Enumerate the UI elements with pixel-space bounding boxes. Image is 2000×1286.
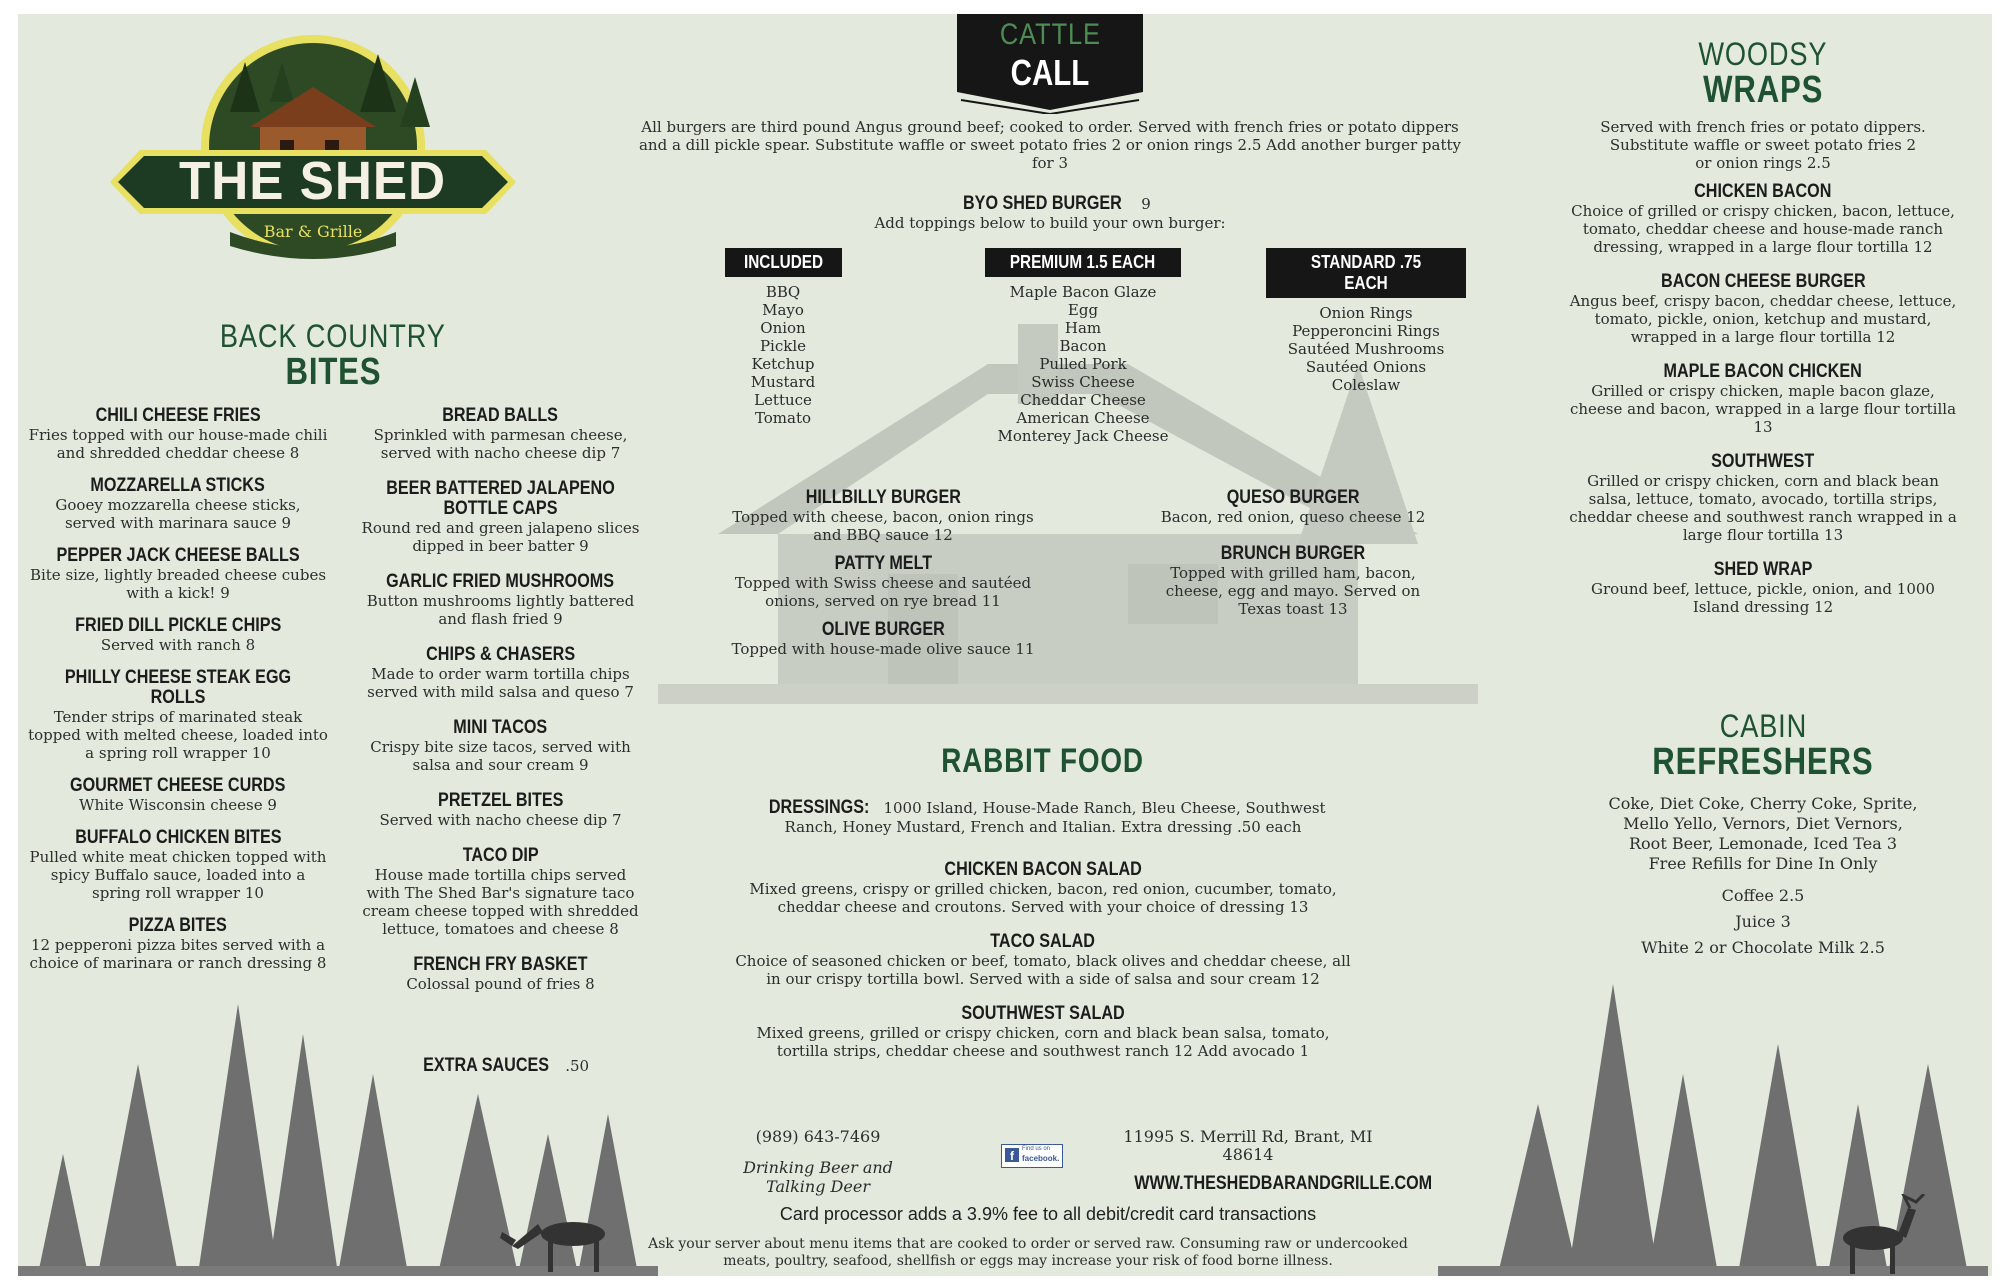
topping-item: Coleslaw <box>1331 376 1401 394</box>
menu-item-name: PHILLY CHEESE STEAK EGG ROLLS <box>64 667 292 708</box>
refills-note: Free Refills for Dine In Only <box>1648 854 1878 873</box>
cattle-title-bottom: CALL <box>1010 52 1090 93</box>
menu-item-name: TACO SALAD <box>990 931 1096 952</box>
menu-item-name: CHICKEN BACON <box>1694 181 1832 202</box>
menu-item <box>28 668 328 762</box>
premium-label: PREMIUM 1.5 EACH <box>1010 252 1156 272</box>
menu-item-name: SHED WRAP <box>1713 559 1813 580</box>
topping-item: Mayo <box>762 301 804 319</box>
menu-item-description: Choice of grilled or crispy chicken, bacon, lettuce, tomato, cheddar cheese and house-made ranch dressing, wrapped in a large flour tortilla 12 <box>1571 202 1955 256</box>
facebook-line1: Find us on <box>1022 1146 1051 1152</box>
topping-item: Monterey Jack Cheese <box>997 427 1169 445</box>
dressings-text: 1000 Island, House-Made Ranch, Bleu Cheese, Southwest Ranch, Honey Mustard, French and Italian. Extra dressing .50 each <box>784 799 1326 836</box>
menu-item <box>358 791 643 829</box>
topping-item: Ham <box>1064 319 1102 337</box>
topping-item: Sautéed Onions <box>1305 358 1427 376</box>
topping-item: Onion <box>760 319 806 337</box>
topping-item: Ketchup <box>751 355 815 373</box>
drinks-list <box>1608 794 1918 964</box>
facebook-line2: facebook. <box>1022 1154 1060 1163</box>
website-link[interactable]: WWW.THESHEDBARANDGRILLE.COM <box>1134 1173 1433 1194</box>
facebook-badge[interactable] <box>1001 1144 1063 1168</box>
menu-item-name: MINI TACOS <box>453 717 548 738</box>
menu-item <box>28 916 328 972</box>
menu-item-name: PIZZA BITES <box>128 915 228 936</box>
topping-item: Cheddar Cheese <box>1020 391 1146 409</box>
menu-item <box>718 620 1048 658</box>
topping-item: Tomato <box>754 409 812 427</box>
standard-column <box>1266 248 1466 394</box>
menu-item <box>358 479 643 555</box>
wraps-title-top: WOODSY <box>1698 36 1828 72</box>
menu-item-name: BEER BATTERED JALAPENO BOTTLE CAPS <box>386 478 615 519</box>
extra-sauces-price: .50 <box>565 1057 590 1075</box>
menu-item <box>358 846 643 938</box>
menu-item-description: House made tortilla chips served with The Shed Bar's signature taco cream cheese topped with shredded lettuce, tomatoes and cheese 8 <box>362 866 639 938</box>
menu-item-description: Bite size, lightly breaded cheese cubes with a kick! 9 <box>29 566 327 602</box>
bites-title-bottom: BITES <box>285 351 381 393</box>
burgers-left-column <box>718 488 1048 668</box>
menu-item-description: Made to order warm tortilla chips served with mild salsa and queso 7 <box>367 665 634 701</box>
menu-item-name: PEPPER JACK CHEESE BALLS <box>56 545 300 566</box>
menu-item-description: Topped with grilled ham, bacon, cheese, egg and mayo. Served on Texas toast 13 <box>1165 564 1421 618</box>
bites-title-top: BACK COUNTRY <box>220 318 446 354</box>
menu-item-name: SOUTHWEST <box>1711 451 1815 472</box>
bites-left-column <box>28 406 328 986</box>
menu-item-description: Tender strips of marinated steak topped with melted cheese, loaded into a spring roll wrapper 10 <box>28 708 328 762</box>
menu-item <box>358 406 643 462</box>
menu-item-description: Topped with Swiss cheese and sautéed onions, served on rye bread 11 <box>734 574 1032 610</box>
phone: (989) 643-7469 <box>755 1127 881 1146</box>
tagline: Drinking Beer and Talking Deer <box>743 1158 893 1196</box>
menu-item-description: Bacon, red onion, queso cheese 12 <box>1160 508 1426 526</box>
topping-item: Egg <box>1067 301 1099 319</box>
menu-item <box>730 932 1356 988</box>
menu-item-description: Pulled white meat chicken topped with spicy Buffalo sauce, loaded into a spring roll wrapper 10 <box>29 848 327 902</box>
wraps-intro: Served with french fries or potato dippers. Substitute waffle or sweet potato fries 2 or onion rings 2.5 <box>1600 118 1926 172</box>
menu-item-name: TACO DIP <box>462 845 539 866</box>
menu-item <box>358 572 643 628</box>
menu-item-description: Sprinkled with parmesan cheese, served with nacho cheese dip 7 <box>373 426 628 462</box>
menu-item-description: Colossal pound of fries 8 <box>406 975 595 993</box>
menu-item-name: BACON CHEESE BURGER <box>1660 271 1866 292</box>
logo-name: THE SHED <box>179 151 447 211</box>
dressings-label: DRESSINGS: <box>769 797 870 818</box>
topping-item: Sautéed Mushrooms <box>1287 340 1445 358</box>
drinks-title-bottom: REFRESHERS <box>1652 741 1874 783</box>
topping-item: Lettuce <box>754 391 812 409</box>
burgers-right-column <box>1148 488 1438 636</box>
menu-item <box>358 645 643 701</box>
menu-item-description: Round red and green jalapeno slices dipped in beer batter 9 <box>361 519 640 555</box>
menu-item-description: Topped with house-made olive sauce 11 <box>731 640 1035 658</box>
menu-item <box>1148 488 1438 526</box>
menu-item-description: Grilled or crispy chicken, maple bacon glaze, cheese and bacon, wrapped in a large flour tortilla 13 <box>1569 382 1957 436</box>
menu-item <box>1568 272 1958 346</box>
menu-item-description: Angus beef, crispy bacon, cheddar cheese, lettuce, tomato, pickle, onion, ketchup and mustard, wrapped in a large flour tortilla 12 <box>1569 292 1957 346</box>
byo-desc: Add toppings below to build your own burger: <box>874 214 1226 232</box>
menu-item <box>1568 452 1958 544</box>
byo-burger <box>830 194 1270 232</box>
included-column <box>708 248 858 427</box>
menu-item-name: OLIVE BURGER <box>821 619 945 640</box>
menu-item <box>1148 544 1438 618</box>
menu-item-description: Fries topped with our house-made chili and shredded cheddar cheese 8 <box>28 426 328 462</box>
menu-item-name: BUFFALO CHICKEN BITES <box>74 827 282 848</box>
rabbit-title: RABBIT FOOD <box>941 742 1145 780</box>
wraps-column <box>1568 182 1958 632</box>
facebook-icon: f <box>1005 1148 1019 1162</box>
topping-item: BBQ <box>765 283 801 301</box>
menu-item-description: Served with nacho cheese dip 7 <box>379 811 622 829</box>
drink-item: Juice 3 <box>1735 912 1791 931</box>
topping-item: Bacon <box>1059 337 1107 355</box>
menu-item <box>718 554 1048 610</box>
menu-item <box>730 860 1356 916</box>
topping-item: Maple Bacon Glaze <box>1009 283 1157 301</box>
card-fee-text: Card processor adds a 3.9% fee to all debit/credit card transactions <box>779 1204 1317 1224</box>
topping-item: Pulled Pork <box>1039 355 1127 373</box>
menu-item-description: Served with ranch 8 <box>100 636 256 654</box>
menu-item <box>28 546 328 602</box>
logo-subtitle: Bar & Grille <box>263 222 363 241</box>
menu-item-name: FRIED DILL PICKLE CHIPS <box>74 615 282 636</box>
menu-item-description: Grilled or crispy chicken, corn and black bean salsa, lettuce, tomato, avocado, tortilla strips, cheddar cheese and southwest ranch wrapped in a large flour tortilla 13 <box>1569 472 1957 544</box>
menu-item-description: Ground beef, lettuce, pickle, onion, and 1000 Island dressing 12 <box>1591 580 1935 616</box>
salads-column <box>730 860 1356 1076</box>
cattle-call-header <box>957 14 1143 114</box>
menu-item-description: Mixed greens, crispy or grilled chicken, bacon, red onion, cucumber, tomato, cheddar cheese and croutons. Served with your choice of dressing 13 <box>749 880 1337 916</box>
menu-item-name: FRENCH FRY BASKET <box>413 954 588 975</box>
menu-item-name: GARLIC FRIED MUSHROOMS <box>386 571 615 592</box>
menu-item-name: CHICKEN BACON SALAD <box>944 859 1142 880</box>
menu-item <box>1568 362 1958 436</box>
menu-item-name: BREAD BALLS <box>442 405 559 426</box>
raw-food-warning: Ask your server about menu items that are cooked to order or served raw. Consuming raw or undercooked meats, poultry, seafood, shellfish or eggs may increase your risk of food borne illness. <box>648 1236 1408 1269</box>
dressings <box>743 798 1343 836</box>
contact-left <box>718 1128 918 1196</box>
menu-item <box>28 476 328 532</box>
premium-column <box>978 248 1188 445</box>
topping-item: Swiss Cheese <box>1031 373 1135 391</box>
menu-item-description: Topped with cheese, bacon, onion rings and BBQ sauce 12 <box>732 508 1034 544</box>
menu-item-name: QUESO BURGER <box>1226 487 1360 508</box>
menu-item-name: HILLBILLY BURGER <box>805 487 961 508</box>
topping-item: Pepperoncini Rings <box>1292 322 1440 340</box>
menu-item <box>718 488 1048 544</box>
standard-label: STANDARD .75 EACH <box>1310 252 1422 293</box>
menu-item-description: Crispy bite size tacos, served with salsa and sour cream 9 <box>370 738 631 774</box>
rabbit-heading <box>878 742 1208 781</box>
menu-item-name: GOURMET CHEESE CURDS <box>70 775 286 796</box>
menu-item-description: Button mushrooms lightly battered and flash fried 9 <box>366 592 635 628</box>
burger-intro: All burgers are third pound Angus ground beef; cooked to order. Served with french fries or potato dippers and a dill pickle spear. Substitute waffle or sweet potato fries 2 or onion rings 2.5 Add another burger patty for 3 <box>638 118 1462 172</box>
menu-item-name: PATTY MELT <box>834 553 932 574</box>
contact-right <box>1108 1127 1433 1194</box>
soda-list: Coke, Diet Coke, Cherry Coke, Sprite, Mello Yello, Vernors, Diet Vernors, Root Beer, Lemonade, Iced Tea 3 <box>1608 794 1918 853</box>
drink-item: Coffee 2.5 <box>1721 886 1805 905</box>
drinks-heading <box>1583 708 1943 784</box>
deer-right-icon <box>1828 1194 1938 1276</box>
menu-item <box>1568 182 1958 256</box>
menu-item-name: MAPLE BACON CHICKEN <box>1663 361 1863 382</box>
menu-item-name: CHIPS & CHASERS <box>426 644 575 665</box>
deer-icon <box>498 1204 628 1276</box>
menu-item <box>28 776 328 814</box>
bites-right-column <box>358 406 643 1010</box>
wraps-heading <box>1583 36 1943 112</box>
wraps-title-bottom: WRAPS <box>1702 69 1824 111</box>
menu-item-description: Mixed greens, grilled or crispy chicken, corn and black bean salsa, tomato, tortilla strips, cheddar cheese and southwest ranch 12 Add avocado 1 <box>756 1024 1330 1060</box>
menu-item <box>358 718 643 774</box>
drinks-title-top: CABIN <box>1719 708 1807 744</box>
menu-page <box>18 14 1992 1276</box>
menu-item-description: Gooey mozzarella cheese sticks, served with marinara sauce 9 <box>55 496 301 532</box>
card-fee-notice <box>638 1204 1458 1225</box>
topping-item: Pickle <box>759 337 807 355</box>
menu-item <box>1568 560 1958 616</box>
menu-item-name: BRUNCH BURGER <box>1220 543 1366 564</box>
topping-item: Onion Rings <box>1319 304 1413 322</box>
cattle-title-top: CATTLE <box>999 18 1101 51</box>
topping-item: Mustard <box>750 373 816 391</box>
topping-item: American Cheese <box>1016 409 1150 427</box>
menu-item-description: White Wisconsin cheese 9 <box>79 796 277 814</box>
menu-item-name: MOZZARELLA STICKS <box>90 475 266 496</box>
menu-item-description: Choice of seasoned chicken or beef, tomato, black olives and cheddar cheese, all in our crispy tortilla bowl. Served with a side of salsa and sour cream 12 <box>735 952 1351 988</box>
menu-item-name: SOUTHWEST SALAD <box>961 1003 1125 1024</box>
logo <box>110 32 516 262</box>
byo-name: BYO SHED BURGER <box>963 193 1123 214</box>
drink-item: White 2 or Chocolate Milk 2.5 <box>1641 938 1885 957</box>
menu-item <box>28 406 328 462</box>
menu-item <box>730 1004 1356 1060</box>
menu-item-description: 12 pepperoni pizza bites served with a choice of marinara or ranch dressing 8 <box>29 936 327 972</box>
bites-heading <box>168 318 498 394</box>
included-label: INCLUDED <box>743 252 823 272</box>
address: 11995 S. Merrill Rd, Brant, MI 48614 <box>1123 1127 1373 1164</box>
menu-item <box>28 616 328 654</box>
menu-item-name: PRETZEL BITES <box>437 790 564 811</box>
extra-sauces-name: EXTRA SAUCES <box>423 1055 549 1076</box>
menu-item-name: CHILI CHEESE FRIES <box>95 405 261 426</box>
byo-price: 9 <box>1141 195 1151 213</box>
menu-item <box>28 828 328 902</box>
